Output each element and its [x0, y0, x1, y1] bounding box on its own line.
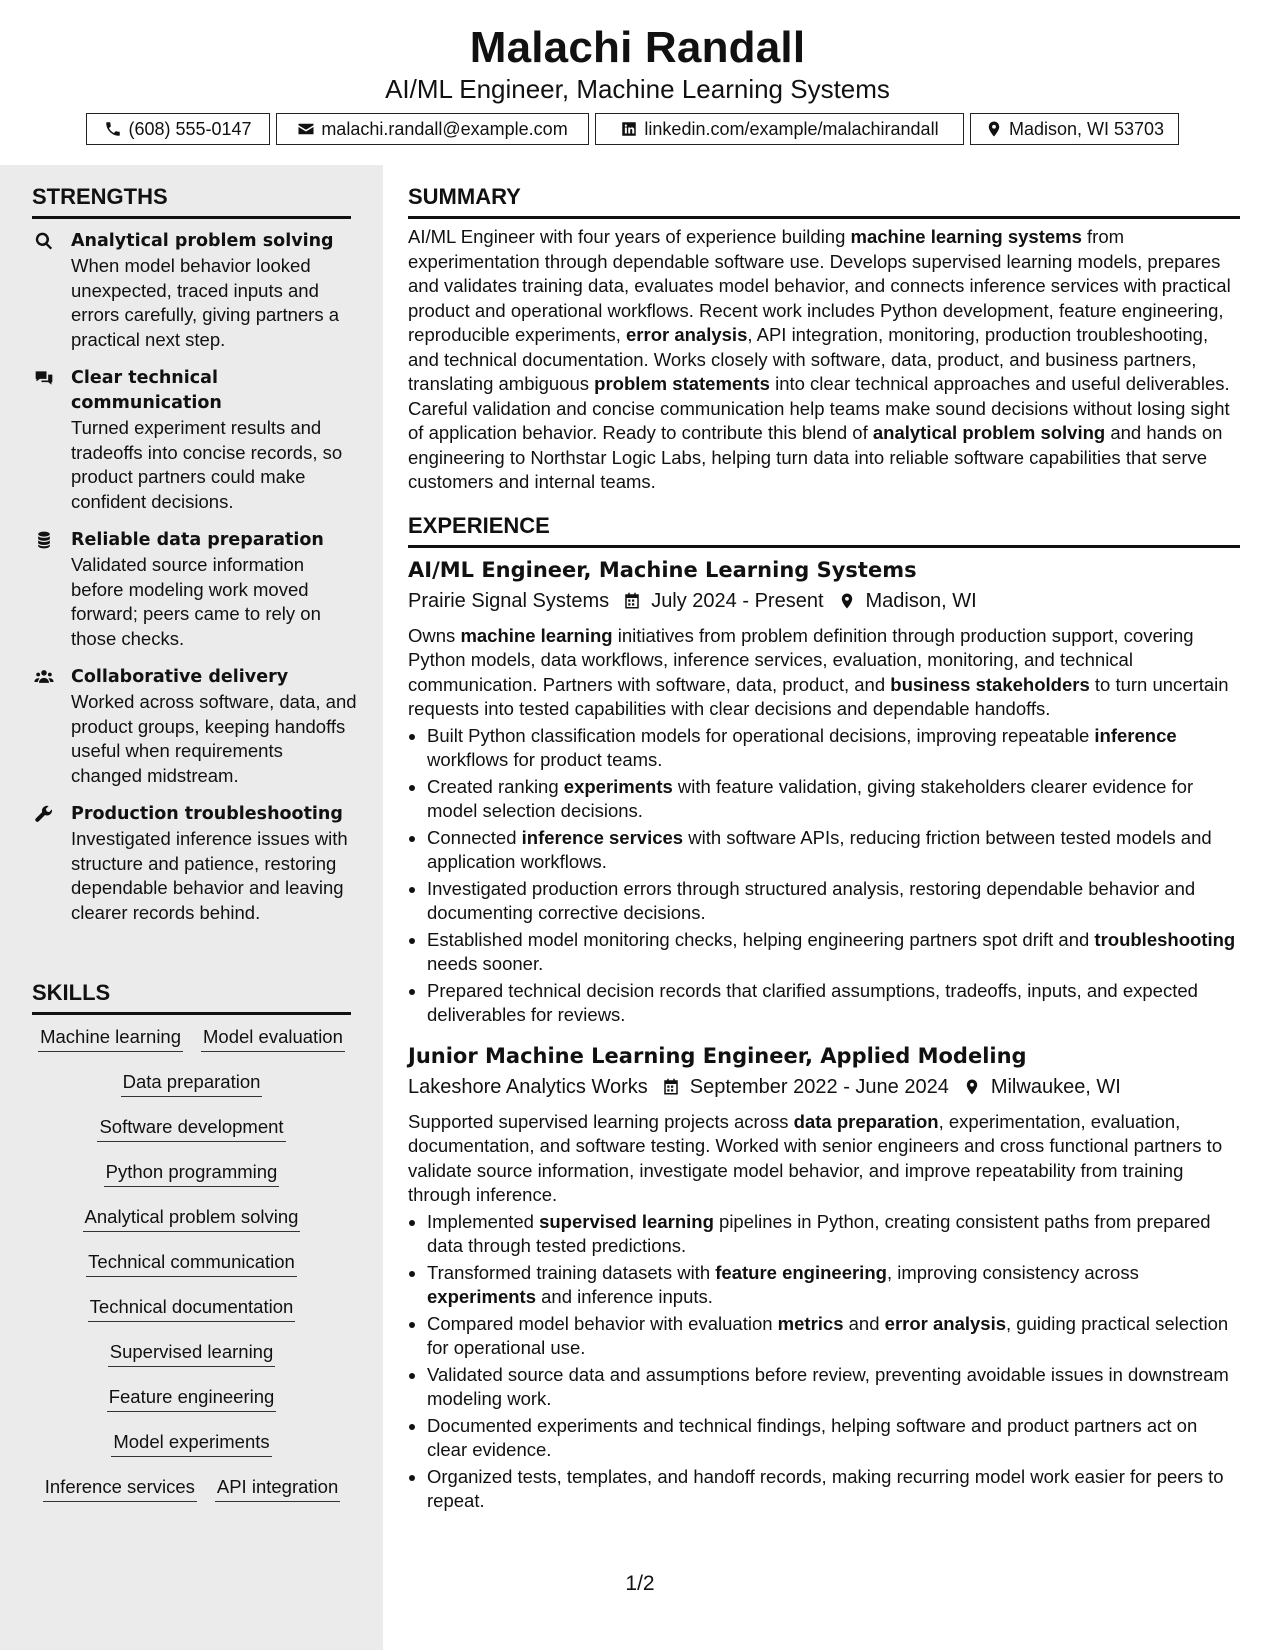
job-entry: [408, 1042, 1240, 1514]
skill-row: [32, 1340, 351, 1385]
strength-title: Analytical problem solving: [71, 231, 334, 251]
bold-keyword: analytical problem solving: [872, 422, 1106, 443]
bold-keyword: experiments: [427, 1286, 536, 1307]
linkedin-text: linkedin.com/example/malachirandall: [644, 118, 939, 139]
strength-description: Turned experiment results and tradeoffs into concise records, so product partners could make confident decisions.: [71, 417, 343, 512]
job-title: AI/ML Engineer, Machine Learning Systems: [408, 557, 917, 582]
list-item: • Prepared technical decision records that clarified assumptions, tradeoffs, inputs, and expected deliverables for reviews.: [427, 979, 1240, 1028]
list-item: • Transformed training datasets with feature engineering, improving consistency across experiments and inference inputs.: [427, 1261, 1240, 1310]
strength-item: [32, 229, 357, 352]
list-item: • Created ranking experiments with feature validation, giving stakeholders clearer evidence for model selection decisions.: [427, 775, 1240, 824]
skill-tag: Feature engineering: [107, 1385, 277, 1412]
skill-row: [32, 1115, 351, 1160]
skill-tag: Model evaluation: [201, 1025, 345, 1052]
bold-keyword: metrics: [777, 1312, 844, 1334]
strength-title: Reliable data preparation: [71, 530, 324, 550]
skill-row: [32, 1160, 351, 1205]
calendar-icon: [623, 592, 641, 610]
skill-row: [32, 1475, 351, 1520]
envelope-icon: [297, 120, 315, 138]
strength-description: Validated source information before modeling work moved forward; peers came to rely on those checks.: [71, 554, 321, 649]
strength-description: Investigated inference issues with structure and patience, restoring dependable behavior and leaving clearer records behind.: [71, 828, 348, 923]
list-item: • Connected inference services with software APIs, reducing friction between tested models and application workflows.: [427, 826, 1240, 875]
bold-keyword: inference: [1094, 724, 1177, 746]
skill-tag: Software development: [97, 1115, 285, 1142]
bold-keyword: experiments: [563, 775, 673, 797]
bold-keyword: data preparation: [793, 1110, 939, 1132]
skills-list: [32, 1025, 351, 1520]
email-text: malachi.randall@example.com: [321, 118, 568, 139]
skill-row: [32, 1295, 351, 1340]
bold-keyword: error analysis: [626, 324, 748, 345]
job-bullets: [408, 1210, 1240, 1514]
bold-keyword: inference services: [521, 826, 684, 848]
skill-tag: Technical communication: [86, 1250, 297, 1277]
contact-location: [970, 113, 1179, 145]
bold-keyword: error analysis: [884, 1312, 1007, 1334]
calendar-icon: [662, 1078, 680, 1096]
list-item: • Organized tests, templates, and handoff records, making recurring model work easier for peers to repeat.: [427, 1465, 1240, 1514]
sidebar: [0, 165, 383, 1650]
chat-bubbles-icon: [34, 368, 54, 388]
bold-keyword: troubleshooting: [1094, 928, 1236, 950]
page-number: 1/2: [625, 1572, 655, 1595]
job-meta: [408, 1072, 1240, 1102]
contact-phone[interactable]: [86, 113, 270, 145]
skill-tag: Analytical problem solving: [83, 1205, 301, 1232]
job-location: Milwaukee, WI: [990, 1075, 1121, 1098]
strength-title: Collaborative delivery: [71, 667, 289, 687]
strength-title: Clear technical communication: [71, 368, 222, 413]
job-meta: [408, 586, 1240, 616]
strength-description: Worked across software, data, and product groups, keeping handoffs useful when requirements changed midstream.: [71, 691, 357, 786]
strength-item: [32, 802, 357, 925]
summary-heading: SUMMARY: [408, 184, 1240, 219]
skill-row: [32, 1430, 351, 1475]
job-description: Supported supervised learning projects across data preparation, experimentation, evaluation, documentation, and software testing. Worked with senior engineers and cross functional partners to validate source information, investigate model behavior, and improve repeatability from training through inference.: [408, 1110, 1223, 1205]
skill-row: [32, 1385, 351, 1430]
list-item: • Built Python classification models for operational decisions, improving repeatable inference workflows for product teams.: [427, 724, 1240, 773]
strength-description: When model behavior looked unexpected, traced inputs and errors carefully, giving partners a practical next step.: [71, 255, 340, 350]
skill-tag: Python programming: [104, 1160, 280, 1187]
contact-bar: [86, 113, 1191, 145]
list-item: • Established model monitoring checks, helping engineering partners spot drift and troubleshooting needs sooner.: [427, 928, 1240, 977]
job-company: Prairie Signal Systems: [408, 589, 610, 612]
phone-text: (608) 555-0147: [128, 118, 252, 139]
strength-title: Production troubleshooting: [71, 804, 343, 824]
job-bullets: [408, 724, 1240, 1028]
search-icon: [34, 231, 54, 251]
skills-heading: SKILLS: [32, 980, 351, 1015]
contact-email[interactable]: [276, 113, 589, 145]
list-item: • Implemented supervised learning pipelines in Python, creating consistent paths from prepared data through tested predictions.: [427, 1210, 1240, 1259]
skill-tag: Data preparation: [121, 1070, 263, 1097]
job-dates: July 2024 - Present: [651, 589, 824, 612]
skill-tag: Machine learning: [38, 1025, 183, 1052]
map-pin-icon: [985, 120, 1003, 138]
job-description: Owns machine learning initiatives from problem definition through production support, covering Python models, data workflows, inference services, evaluation, monitoring, and technical communication. Partners with software, data, product, and business stakeholders to turn uncertain requests into tested capabilities with clear decisions and dependable handoffs.: [408, 624, 1229, 719]
location-text: Madison, WI 53703: [1008, 118, 1165, 139]
skill-tag: Technical documentation: [88, 1295, 296, 1322]
summary-text: AI/ML Engineer with four years of experience building machine learning systems from experimentation through dependable software use. Develops supervised learning models, prepares and validates training data, evaluates model behavior, and connects inference services with practical product and operational workflows. Recent work includes Python development, feature engineering, reproducible experiments, error analysis, API integration, monitoring, production troubleshooting, and technical documentation. Works closely with software, data, product, and business partners, translating ambiguous problem statements into clear technical approaches and useful deliverables. Careful validation and concise communication help teams make sound decisions without losing sight of application behavior. Ready to contribute this blend of analytical problem solving and hands on engineering to Northstar Logic Labs, helping turn data into reliable software capabilities that serve customers and internal teams.: [408, 226, 1231, 492]
skill-row: [32, 1205, 351, 1250]
list-item: • Investigated production errors through structured analysis, restoring dependable behavior and documenting corrective decisions.: [427, 877, 1240, 926]
bold-keyword: supervised learning: [539, 1210, 714, 1232]
candidate-title: AI/ML Engineer, Machine Learning Systems: [385, 74, 890, 104]
skill-row: [32, 1025, 351, 1070]
bold-keyword: problem statements: [594, 373, 770, 394]
strength-item: [32, 366, 357, 514]
skill-row: [32, 1250, 351, 1295]
job-location: Madison, WI: [865, 589, 977, 612]
job-company: Lakeshore Analytics Works: [408, 1075, 648, 1098]
users-icon: [34, 667, 54, 687]
list-item: • Documented experiments and technical findings, helping software and product partners act on clear evidence.: [427, 1414, 1240, 1463]
skill-row: [32, 1070, 351, 1115]
linkedin-icon: [620, 120, 638, 138]
strengths-heading: STRENGTHS: [32, 184, 351, 219]
skill-tag: API integration: [215, 1475, 340, 1502]
main-content: [408, 165, 1240, 1516]
experience-heading: EXPERIENCE: [408, 513, 1240, 548]
strength-item: [32, 665, 357, 788]
contact-linkedin[interactable]: [595, 113, 964, 145]
list-item: • Compared model behavior with evaluation metrics and error analysis, guiding practical selection for operational use.: [427, 1312, 1240, 1361]
bold-keyword: business stakeholders: [890, 673, 1090, 695]
skill-tag: Inference services: [43, 1475, 197, 1502]
skill-tag: Model experiments: [111, 1430, 271, 1457]
phone-icon: [104, 120, 122, 138]
job-dates: September 2022 - June 2024: [689, 1075, 949, 1098]
candidate-name: Malachi Randall: [469, 23, 806, 72]
map-pin-icon: [963, 1078, 981, 1096]
resume-header: [0, 0, 1275, 160]
list-item: • Validated source data and assumptions before review, preventing avoidable issues in downstream modeling work.: [427, 1363, 1240, 1412]
job-title: Junior Machine Learning Engineer, Applied Modeling: [408, 1043, 1027, 1068]
map-pin-icon: [838, 592, 856, 610]
strengths-list: [32, 229, 357, 939]
bold-keyword: feature engineering: [715, 1261, 887, 1283]
database-icon: [34, 530, 54, 550]
job-entry: [408, 556, 1240, 1028]
bold-keyword: machine learning systems: [850, 226, 1082, 247]
bold-keyword: machine learning: [460, 624, 613, 646]
skill-tag: Supervised learning: [108, 1340, 276, 1367]
wrench-icon: [34, 804, 54, 824]
strength-item: [32, 528, 357, 651]
